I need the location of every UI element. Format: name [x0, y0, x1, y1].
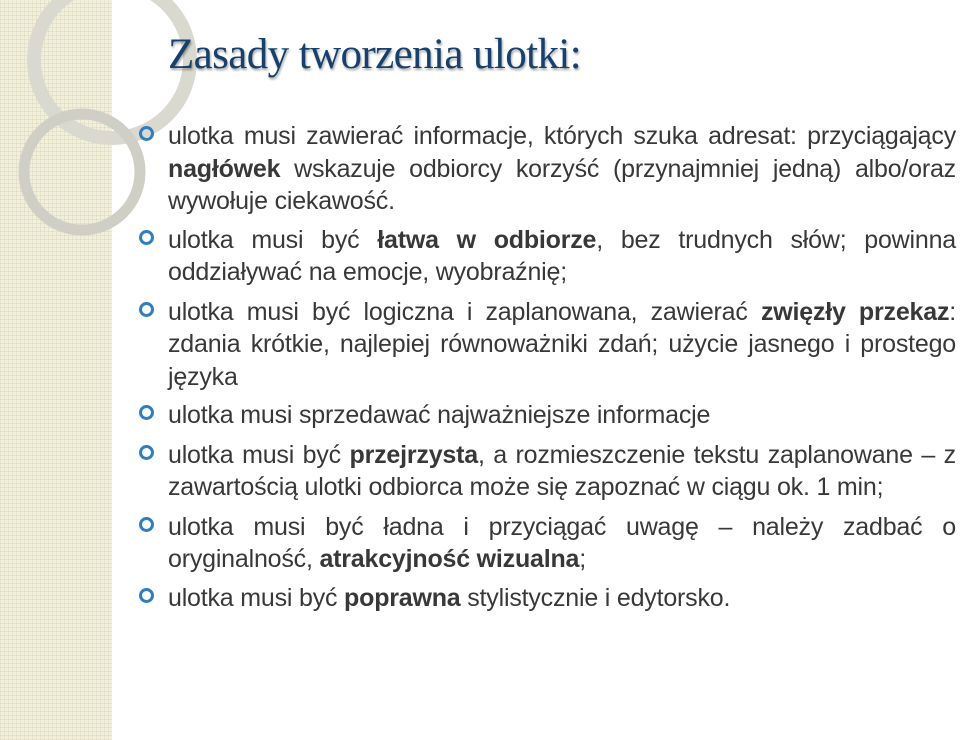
bullet-circle-icon	[139, 517, 154, 532]
slide-title: Zasady tworzenia ulotki:	[168, 31, 582, 78]
bullet-circle-icon	[139, 230, 154, 245]
bullet-circle-icon	[139, 126, 154, 141]
bullet-text: , bez trudnych słów; powinna oddziaływać na emocje, wyobraźnię;	[168, 225, 956, 286]
bullet-item-selling	[168, 399, 956, 432]
bullet-text-bold: przejrzysta	[349, 440, 478, 469]
bullet-text: ulotka musi być	[168, 225, 378, 254]
bullet-list	[168, 120, 956, 614]
bullet-text: ulotka musi być	[168, 440, 350, 469]
bullet-text: , a rozmieszczenie tekstu zaplanowane – z zawartością ulotki odbiorca może się zapoznać w ciągu ok. 1 min;	[168, 440, 956, 501]
bullet-text: ulotka musi być ładna i przyciągać uwagę – należy zadbać o oryginalność,	[168, 512, 956, 573]
bullet-text: ulotka musi zawierać informacje, których szuka adresat: przyciągający	[168, 122, 956, 150]
bullet-text: wskazuje odbiorcy korzyść (przynajmniej jedną) albo/oraz wywołuje ciekawość.	[168, 154, 956, 215]
bullet-item-clarity	[168, 439, 956, 504]
bullet-item-logic	[168, 296, 956, 394]
bullet-text: ulotka musi być	[168, 583, 345, 612]
bullet-text: ulotka musi sprzedawać najważniejsze informacje	[168, 401, 711, 429]
bullet-circle-icon	[139, 588, 154, 603]
bullet-text: ulotka musi być logiczna i zaplanowana, zawierać	[168, 297, 761, 326]
bullet-text-bold: nagłówek	[168, 154, 281, 183]
bullet-text: : zdania krótkie, najlepiej równoważniki zdań; użycie jasnego i prostego języka	[168, 297, 956, 391]
bullet-text: ;	[579, 545, 587, 573]
bullet-circle-icon	[139, 302, 154, 317]
bullet-item-content	[168, 120, 956, 218]
bullet-item-readability	[168, 224, 956, 289]
bullet-circle-icon	[139, 405, 154, 420]
bullet-text-bold: atrakcyjność wizualna	[319, 545, 580, 573]
bullet-text: stylistycznie i edytorsko.	[460, 583, 731, 612]
decorative-left-band	[0, 0, 112, 740]
bullet-item-correctness	[168, 582, 956, 615]
bullet-circle-icon	[139, 445, 154, 460]
bullet-text-bold: zwięzły przekaz	[760, 297, 950, 326]
bullet-item-attractiveness	[168, 511, 956, 576]
bullet-text-bold: poprawna	[344, 583, 461, 612]
bullet-text-bold: łatwa w odbiorze	[377, 225, 597, 254]
